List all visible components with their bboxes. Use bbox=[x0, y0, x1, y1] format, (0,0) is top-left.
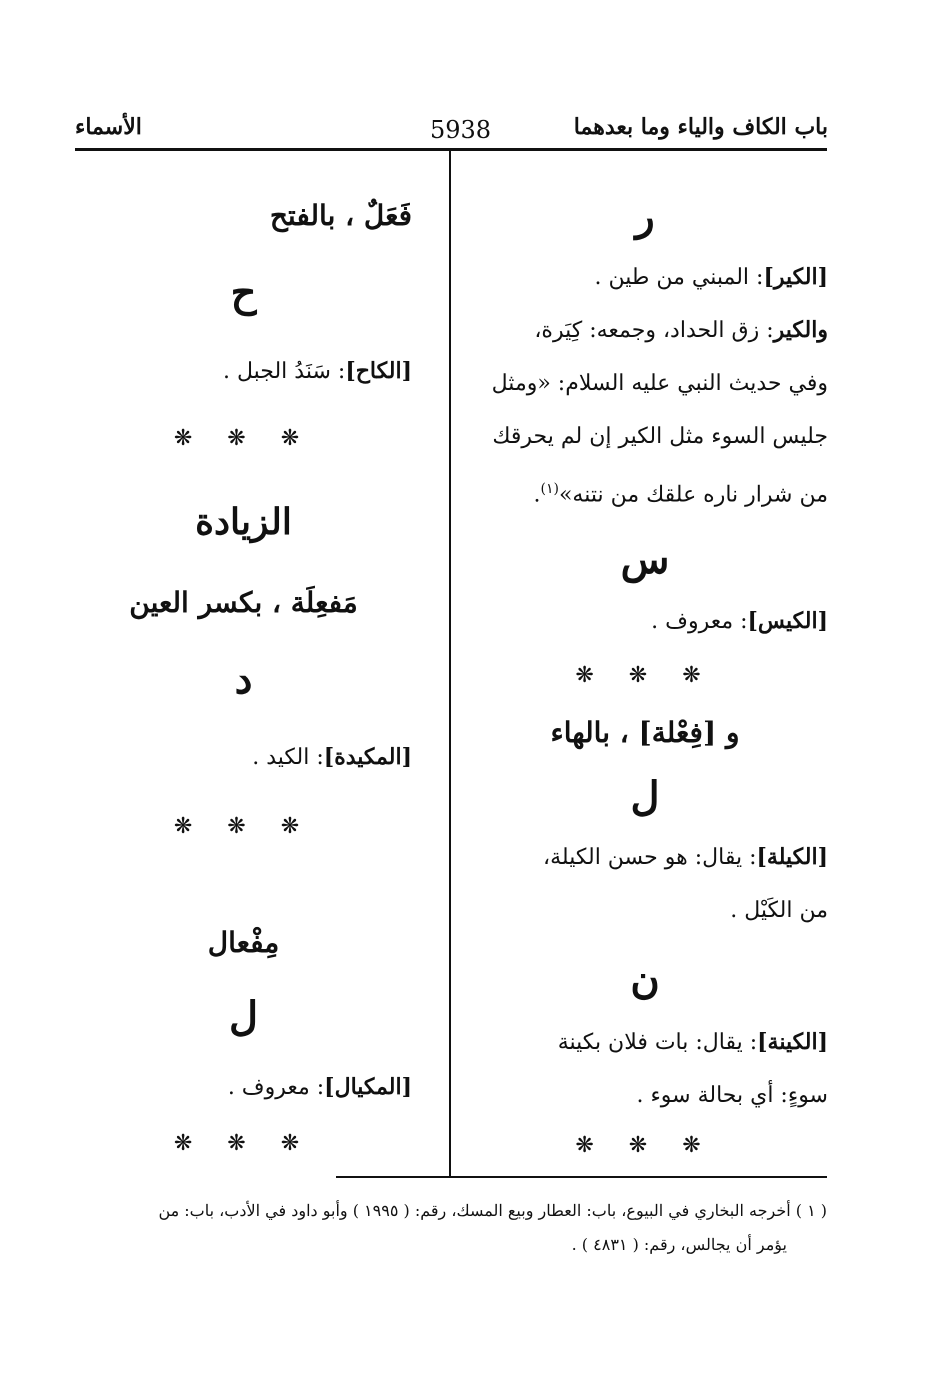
entry-alkina-line2: سوءٍ: أي بحالة سوء . bbox=[636, 1083, 828, 1108]
entry-alkir-2-line3: جليس السوء مثل الكير إن لم يحرقك bbox=[492, 424, 828, 449]
separator-stars: ❋ ❋ ❋ bbox=[173, 814, 314, 839]
entry-alkina-line1 bbox=[558, 1016, 828, 1069]
entry-almakida bbox=[252, 731, 412, 784]
separator-stars: ❋ ❋ ❋ bbox=[575, 1133, 715, 1158]
entry-definition: : المبني من طين . bbox=[594, 265, 764, 290]
footnote-line-2: يؤمر أن يجالس، رقم: ( ٤٨٣١ ) . bbox=[571, 1235, 787, 1254]
footnote-line-1: ( ١ ) أخرجه البخاري في البيوع، باب: العطار وبيع المسك، رقم: ( ١٩٩٥ ) وأبو داود في الأدب، باب: من bbox=[158, 1201, 827, 1220]
footnote-rule bbox=[336, 1176, 827, 1178]
entry-alkis bbox=[651, 595, 828, 648]
section-title: الأسماء bbox=[75, 114, 142, 140]
separator-stars: ❋ ❋ ❋ bbox=[575, 663, 715, 688]
entry-headword: [الكيلة] bbox=[756, 844, 828, 870]
pattern-heading-mafila: مَفعِلَة ، بكسر العين bbox=[129, 586, 358, 619]
entry-headword: [الكينة] bbox=[757, 1029, 828, 1055]
entry-headword: [الكيس] bbox=[747, 608, 828, 634]
separator-stars: ❋ ❋ ❋ bbox=[173, 1131, 314, 1156]
chapter-title: باب الكاف والياء وما بعدهما bbox=[573, 114, 828, 140]
letter-heading-s: س bbox=[620, 536, 670, 583]
section-heading-ziyada: الزيادة bbox=[195, 501, 292, 543]
entry-alkir-1 bbox=[594, 251, 828, 304]
entry-headword: [المكيدة] bbox=[323, 744, 412, 770]
entry-alkah bbox=[223, 345, 412, 398]
pattern-heading-mifal: مِفْعال bbox=[207, 926, 280, 959]
letter-heading-l: ل bbox=[630, 773, 660, 820]
column-divider bbox=[449, 151, 451, 1177]
pattern-heading-faal: فَعَلٌ ، بالفتح bbox=[269, 199, 412, 232]
entry-definition: : معروف . bbox=[651, 609, 748, 634]
footnote bbox=[75, 1194, 827, 1262]
separator-stars: ❋ ❋ ❋ bbox=[173, 426, 314, 451]
entry-headword: [المكيال] bbox=[324, 1074, 412, 1100]
letter-heading-l: ل bbox=[228, 993, 259, 1040]
entry-definition: : زق الحداد، وجمعه: كِيَرة، bbox=[534, 318, 774, 343]
entry-alkila-line1 bbox=[543, 831, 828, 884]
entry-headword: والكير bbox=[773, 317, 828, 343]
entry-definition: : معروف . bbox=[227, 1075, 325, 1100]
entry-headword: [الكير] bbox=[763, 264, 828, 290]
letter-heading-n: ن bbox=[630, 956, 660, 1003]
entry-definition: : يقال: بات فلان بكينة bbox=[557, 1030, 758, 1055]
entry-alkila-line2: من الكَيْل . bbox=[730, 898, 828, 923]
entry-alkir-2-line1 bbox=[534, 304, 828, 357]
entry-definition: : يقال: هو حسن الكيلة، bbox=[543, 845, 757, 870]
entry-definition: : الكيد . bbox=[252, 745, 324, 770]
hadith-text: من شرار ناره علقك من نتنه» bbox=[558, 482, 828, 508]
entry-definition: : سَنَدُ الجبل . bbox=[222, 359, 346, 384]
period: . bbox=[533, 482, 541, 508]
entry-alkir-2-line4 bbox=[533, 463, 828, 521]
page-number: 5938 bbox=[430, 116, 492, 144]
pattern-heading-fila: و [فِعْلة] ، بالهاء bbox=[550, 716, 740, 749]
letter-heading-r: ر bbox=[635, 193, 655, 240]
letter-heading-d: د bbox=[234, 656, 253, 703]
letter-heading-h: ح bbox=[230, 269, 257, 316]
footnote-ref: (١) bbox=[540, 481, 559, 497]
header-rule bbox=[75, 148, 827, 151]
entry-alkir-2-line2: وفي حديث النبي عليه السلام: «ومثل bbox=[491, 371, 828, 396]
entry-almikyal bbox=[228, 1061, 412, 1114]
entry-headword: [الكاح] bbox=[345, 358, 412, 384]
